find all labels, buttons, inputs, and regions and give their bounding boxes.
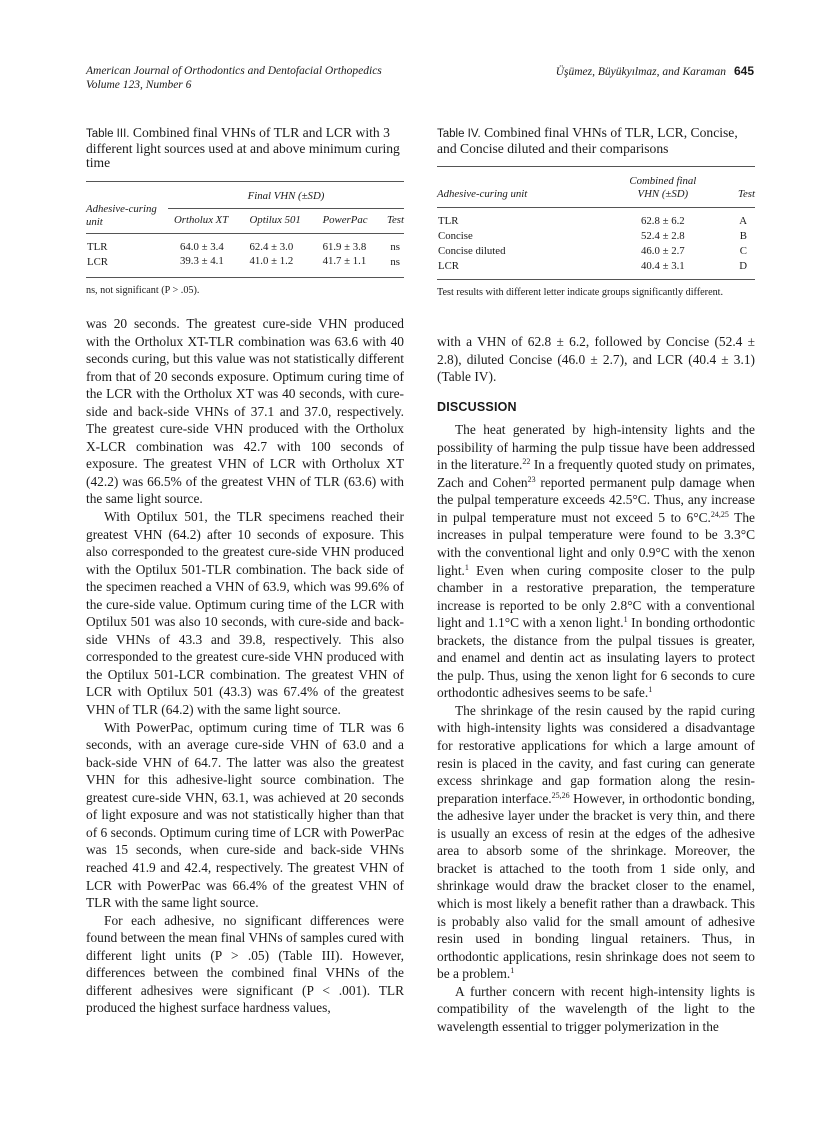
table-3-col-optilux: Optilux 501 xyxy=(249,213,301,226)
table-3-label: Table III. xyxy=(86,128,130,140)
table-3-grid xyxy=(86,181,404,278)
section-heading-discussion: DISCUSSION xyxy=(437,399,517,414)
cell-unit: Concise xyxy=(438,230,473,242)
cell-optilux: 41.0 ± 1.2 xyxy=(249,255,294,267)
cell-test: D xyxy=(739,260,747,272)
paragraph: A further concern with recent high-intensity lights is compatibility of the wavelength of the light to the wavelength essential to trigger polymerization in the xyxy=(437,983,755,1034)
table-3-row-header: Adhesive-curing unit xyxy=(86,202,157,228)
citation: 22 xyxy=(522,457,531,467)
table-4-grid xyxy=(437,166,755,280)
journal-volume: Volume 123, Number 6 xyxy=(86,79,192,91)
cell-test: A xyxy=(739,215,747,227)
cell-unit: TLR xyxy=(87,240,108,253)
cell-test: B xyxy=(739,230,747,242)
text: However, in orthodontic bonding, the adhesive layer under the bracket is very thin, and there is usually an excess of resin at the edges of the adhesive area to absorb some of the shrinkage. Moreover, the bracket is attached to the tooth from 1 side only, and shrinkage would draw the bracket closer to the enamel, which is most likely a benefit rather than a drawback. This is probably also valid for the small amount of adhesive resin used in bonding lingual retainers. Thus, in orthodontic applications, resin shrinkage does not seem to be a problem. xyxy=(437,790,756,982)
cell-test: C xyxy=(739,245,747,257)
table-3-note: ns, not significant (P > .05). xyxy=(86,284,200,296)
paragraph: was 20 seconds. The greatest cure-side VHN produced with the Ortholux XT-TLR combination was 63.6 with 40 seconds curing, but this value was not statistically different from that of 20 seconds exposure. Optimum curing time of the LCR with the Ortholux XT was 40 seconds, with cure-side and back-side VHNs of 37.1 and 37.0, respectively. The greatest cure-side VHN produced with the Ortholux X-LCR combination was 42.7 with 100 seconds of exposure. The greatest VHN of LCR with Ortholux XT (42.2) was 66.5% of the greatest VHN of TLR (63.6) with the same light source. xyxy=(86,316,404,507)
paragraph: With PowerPac, optimum curing time of TLR was 6 seconds, with an average cure-side VHN of 63.0 and a back-side VHN of 64.7. The latter was also the greatest VHN for this adhesive-light source combination. The greatest cure-side VHN, 63.1, was achieved at 20 seconds of light exposure and was not statistically higher than that of 6 seconds. Optimum curing time of LCR with PowerPac was 15 seconds, when cure-side and back-side VHNs reached 41.9 and 42.4, respectively. The greatest VHN of LCR with PowerPac was 66.4% of the greatest VHN of TLR with the same light source. xyxy=(86,719,404,911)
citation: 25,26 xyxy=(551,790,570,800)
citation: 1 xyxy=(648,685,653,695)
cell-ortholux: 64.0 ± 3.4 xyxy=(180,241,224,253)
cell-vhn: 52.4 ± 2.8 xyxy=(640,230,685,242)
right-body-column xyxy=(437,333,755,1035)
table-4-col-vhn-line2: VHN (±SD) xyxy=(637,188,689,200)
left-body-column xyxy=(86,315,404,1017)
text: The shrinkage of the resin caused by the rapid curing with high-intensity lights was considered a disadvantage for restorative applications for which a large amount of resin is placed in the cavity, and fast curing can generate excess shrinkage and gap formation along the resin-preparation interface. xyxy=(437,702,755,806)
table-4-note: Test results with different letter indicate groups significantly different. xyxy=(437,287,724,298)
cell-optilux: 62.4 ± 3.0 xyxy=(249,241,294,253)
table-4-label: Table IV. xyxy=(437,128,481,140)
cell-ortholux: 39.3 ± 4.1 xyxy=(180,255,224,267)
citation: 1 xyxy=(464,562,469,572)
paragraph xyxy=(437,421,755,702)
cell-test: ns xyxy=(390,240,400,253)
cell-unit: LCR xyxy=(87,255,108,268)
citation: 1 xyxy=(510,966,515,976)
table-3 xyxy=(86,126,404,298)
cell-vhn: 62.8 ± 6.2 xyxy=(640,215,685,227)
cell-unit: Concise diluted xyxy=(438,245,506,257)
authors: Üşümez, Büyükyılmaz, and Karaman xyxy=(555,66,726,78)
table-row xyxy=(86,233,404,255)
table-3-caption xyxy=(86,126,404,171)
paragraph: For each adhesive, no significant differences were found between the mean final VHNs of samples cured with different light units (P > .05) (Table III). However, differences between the combined final VHNs of the different adhesives were significant (P < .001). TLR produced the highest surface hardness values, xyxy=(86,912,404,1016)
table-3-group-header: Final VHN (±SD) xyxy=(168,181,404,208)
text: reported permanent pulp damage when the pulpal temperature exceeds 42.5°C. Thus, any increase in pulpal temperature must not exceed 5 to 6°C. xyxy=(437,474,755,525)
text: Even when curing composite closer to the pulp chamber in a restorative preparation, the temperature increase is reported to be only 2.8°C with a conventional light and 1.1°C with a xenon light. xyxy=(437,562,755,631)
table-row xyxy=(437,208,755,230)
table-row xyxy=(86,255,404,278)
cell-test: ns xyxy=(390,255,400,268)
text: The heat generated by high-intensity lights and the possibility of harming the pulp tissue have been addressed in the literature. xyxy=(437,422,755,473)
table-3-col-powerpac: PowerPac xyxy=(322,213,368,226)
cell-unit: TLR xyxy=(438,215,459,227)
cell-vhn: 46.0 ± 2.7 xyxy=(640,245,685,257)
table-4-col-vhn xyxy=(602,167,724,208)
table-3-caption-text: Combined final VHNs of TLR and LCR with 3 different light sources used at and above minimum curing time xyxy=(86,125,400,170)
journal-info xyxy=(86,64,382,92)
table-row xyxy=(437,229,755,244)
text: The increases in pulpal temperature were found to be 3.3°C with the conventional light and only 0.9°C with the xenon light. xyxy=(437,509,755,578)
table-3-col-ortholux: Ortholux XT xyxy=(174,213,229,226)
cell-vhn: 40.4 ± 3.1 xyxy=(640,260,685,272)
page-number: 645 xyxy=(733,64,754,78)
table-4 xyxy=(437,126,755,300)
journal-title: American Journal of Orthodontics and Dentofacial Orthopedics xyxy=(86,65,382,77)
author-page xyxy=(556,64,754,79)
citation: 1 xyxy=(623,615,628,625)
paragraph: with a VHN of 62.8 ± 6.2, followed by Concise (52.4 ± 2.8), diluted Concise (46.0 ± 2.7), and LCR (40.4 ± 3.1) (Table IV). xyxy=(437,334,755,385)
cell-unit: LCR xyxy=(438,260,459,272)
table-row xyxy=(437,244,755,259)
table-4-col-test: Test xyxy=(737,188,755,200)
table-4-col-unit: Adhesive-curing unit xyxy=(437,188,528,200)
paragraph xyxy=(437,702,755,983)
citation: 23 xyxy=(527,474,536,484)
citation: 24,25 xyxy=(710,509,729,519)
text: In bonding orthodontic brackets, the distance from the pulpal tissues is greater, and enamel and dentin act as insulating layers to protect the pulp. Thus, using the xenon light for 6 seconds to cure orthodontic adhesives seems to be safe. xyxy=(437,615,756,701)
table-4-caption xyxy=(437,126,755,156)
table-4-caption-text: Combined final VHNs of TLR, LCR, Concise, and Concise diluted and their comparisons xyxy=(437,125,738,156)
paragraph: With Optilux 501, the TLR specimens reached their greatest VHN (64.2) after 10 seconds of exposure. This also corresponded to the greatest cure-side VHN produced with the Optilux 501-TLR combination. The back side of the specimen reached a VHN of 63.9, which was 99.6% of the cure-side value. Optimum curing time of the LCR with Optilux 501 was also 10 seconds, with cure-side and back-side VHNs of 43.3 and 39.8, respectively. This also corresponded to the greatest cure-side VHN produced with the Optilux 501-LCR combination. The greatest VHN of LCR with Optilux 501 (43.3) was 67.4% of the greatest VHN of TLR (64.2) with the same light source. xyxy=(86,509,404,718)
text: In a frequently quoted study on primates, Zach and Cohen xyxy=(437,457,755,490)
table-row xyxy=(437,259,755,280)
table-4-col-vhn-line1: Combined final xyxy=(629,175,697,187)
table-3-col-test: Test xyxy=(386,213,404,226)
cell-powerpac: 61.9 ± 3.8 xyxy=(322,241,367,253)
cell-powerpac: 41.7 ± 1.1 xyxy=(322,255,367,267)
